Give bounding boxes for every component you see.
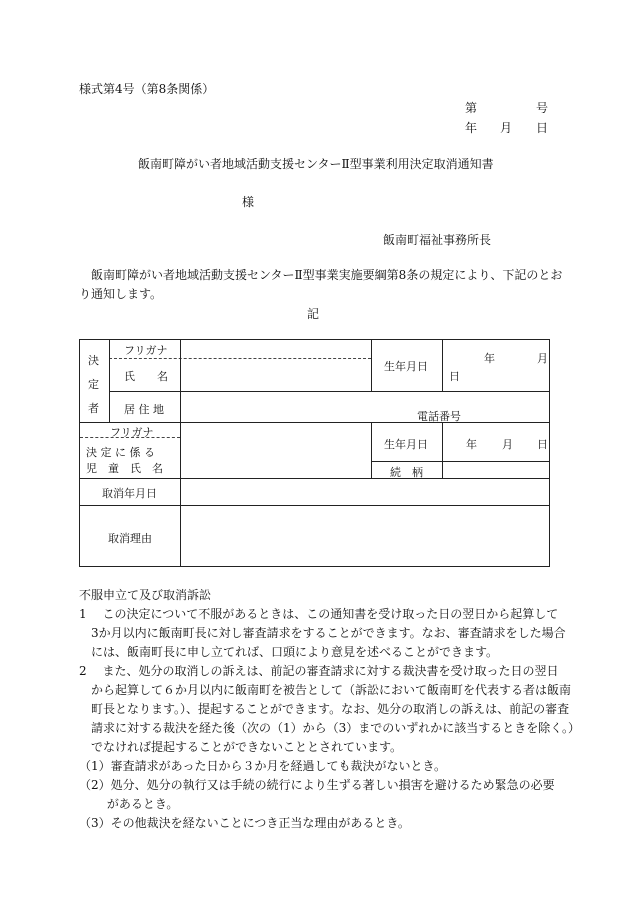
decided-person-char-3: 者 [88, 402, 99, 415]
notice-line: （3）その他裁決を経ないことにつき正当な理由があるとき。 [79, 816, 410, 830]
child-birth-day-label: 日 [537, 438, 548, 451]
child-label-line-1: 決 定 に 係 る [86, 446, 155, 459]
addressee-suffix: 様 [242, 195, 255, 209]
notice-line: には、飯南町長に申し立てれば、口頭により意見を述べることができます。 [79, 645, 499, 659]
body-line-2: り通知します。 [79, 287, 163, 301]
issuer-name: 飯南町福祉事務所長 [383, 233, 492, 247]
birthdate-label: 生年月日 [384, 360, 428, 373]
child-birth-year-label: 年 [466, 438, 477, 451]
birth-year-label: 年 [484, 352, 495, 365]
notice-line: 町長となります。）、提起することができます。なお、処分の取消しの訴えは、前記の審査 [79, 702, 570, 716]
name-label: 氏 名 [124, 370, 168, 383]
notice-line: 請求に対する裁決を経た後（次の（1）から（3）までのいずれかに該当するときを除く。） [79, 721, 581, 735]
notice-line: 3か月以内に飯南町長に対し審査請求をすることができます。なお、審査請求をした場合 [79, 626, 566, 640]
notice-line: があるとき。 [79, 797, 179, 811]
address-label: 居 住 地 [124, 403, 164, 416]
furigana-label: フリガナ [124, 344, 168, 357]
doc-number-go: 号 [536, 101, 549, 115]
child-birth-month-label: 月 [502, 438, 513, 451]
notice-line: でなければ提起することができないこととされています。 [79, 740, 403, 754]
notice-line: 2 また、処分の取消しの訴えは、前記の審査請求に対する裁決書を受け取った日の翌日 [79, 664, 559, 678]
form-number: 様式第4号（第8条関係） [79, 82, 215, 96]
cancel-date-label: 取消年月日 [102, 487, 157, 500]
relationship-label: 続 柄 [390, 466, 423, 479]
phone-label: 電話番号 [417, 410, 461, 423]
decided-person-char-2: 定 [88, 378, 99, 391]
date-day: 日 [536, 121, 549, 135]
cancel-reason-label: 取消理由 [108, 532, 152, 545]
notice-line: （1）審査請求があった日から３か月を経過しても裁決がないとき。 [79, 759, 447, 773]
ki-label: 記 [307, 307, 320, 321]
birth-month-label: 月 [537, 352, 548, 365]
notice-line: （2）処分、処分の執行又は手続の続行により生ずる著しい損害を避けるため緊急の必要 [79, 778, 555, 792]
date-month: 月 [500, 121, 513, 135]
date-year: 年 [465, 121, 478, 135]
child-furigana-label: フリガナ [110, 426, 154, 439]
cancellation-form-table [79, 339, 550, 567]
notice-line: 1 この決定について不服があるときは、この通知書を受け取った日の翌日から起算して [79, 607, 559, 621]
notice-line: から起算して６か月以内に飯南町を被告として（訴訟において飯南町を代表する者は飯南 [79, 683, 572, 697]
notice-heading: 不服申立て及び取消訴訟 [79, 588, 212, 602]
decided-person-char-1: 決 [88, 354, 99, 367]
body-line-1: 飯南町障がい者地域活動支援センターⅡ型事業実施要綱第8条の規定により、下記のとお [91, 268, 563, 282]
child-birthdate-label: 生年月日 [384, 438, 428, 451]
child-label-line-2: 児 童 氏 名 [86, 462, 163, 475]
document-title: 飯南町障がい者地域活動支援センターⅡ型事業利用決定取消通知書 [138, 157, 494, 171]
doc-number-dai: 第 [465, 101, 478, 115]
birth-day-label: 日 [449, 370, 460, 383]
